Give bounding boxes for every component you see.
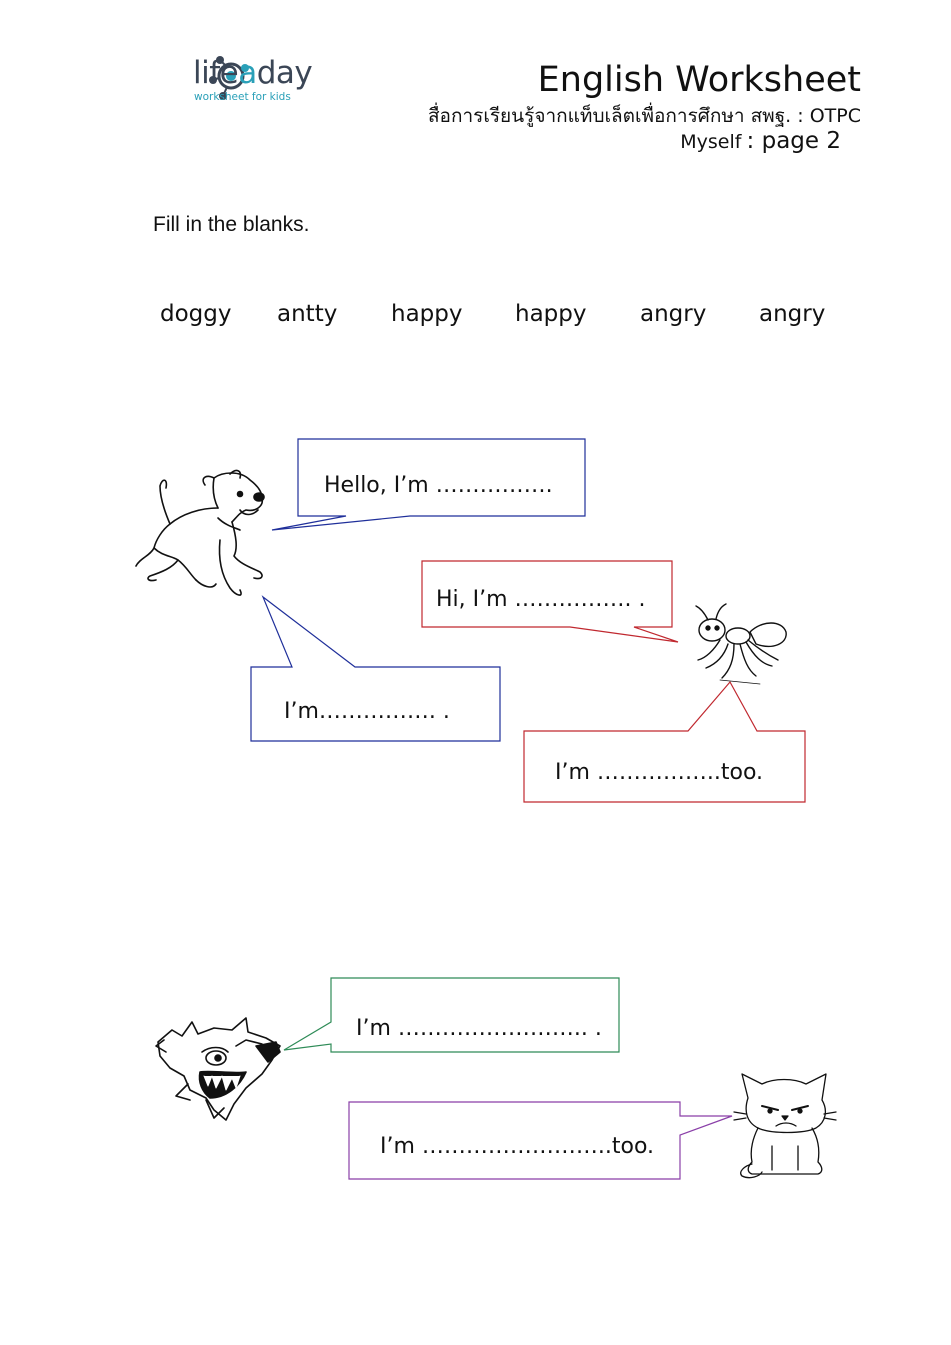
word-bank-item: happy (515, 301, 587, 327)
ant-icon (696, 604, 786, 684)
grumpy-cat-icon (734, 1074, 836, 1178)
page-number: : page 2 (746, 128, 841, 154)
logo-brand: lifeaday (193, 55, 313, 91)
page-subtitle: สื่อการเรียนรู้จากแท็บเล็ตเพื่อการศึกษา สพฐ. : OTPC (427, 105, 861, 127)
angry-wolf-icon (156, 1018, 280, 1120)
bubble-text-dog-hello: Hello, I’m ……………. (324, 473, 553, 498)
bubble-text-ant-hi: Hi, I’m ……………. . (436, 587, 646, 612)
dog-icon (136, 471, 264, 596)
topic-label: Myself (680, 131, 742, 153)
bubble-text-cat-too: I’m ……………………..too. (380, 1134, 655, 1159)
bubble-text-dog-im: I’m……………. . (284, 699, 450, 724)
logo-tagline: worksheet for kids (194, 91, 291, 103)
page-title: English Worksheet (537, 60, 861, 100)
bubble-text-ant-too: I’m ……………..too. (555, 760, 764, 785)
word-bank-item: angry (759, 301, 826, 327)
word-bank-item: happy (391, 301, 463, 327)
instruction: Fill in the blanks. (153, 213, 310, 236)
word-bank-item: antty (277, 301, 338, 327)
word-bank-item: angry (640, 301, 707, 327)
bubble-text-wolf-im: I’m …………………….. . (356, 1016, 602, 1041)
word-bank-item: doggy (160, 301, 232, 327)
